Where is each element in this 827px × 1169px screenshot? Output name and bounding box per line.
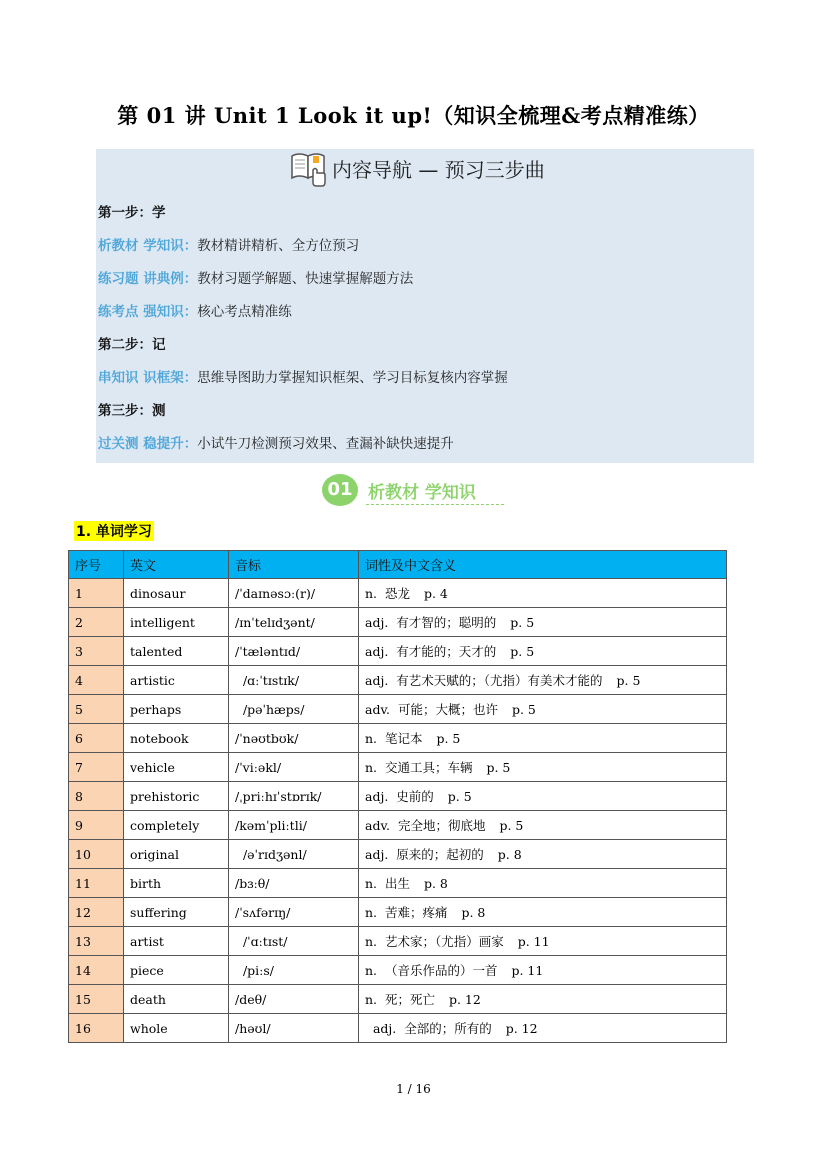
cell-number-text: 7 <box>75 759 83 775</box>
table-row <box>69 1014 727 1043</box>
cell-phonetic <box>229 985 359 1014</box>
cell-english <box>124 695 229 724</box>
cell-number-text: 6 <box>75 730 83 746</box>
cell-english <box>124 985 229 1014</box>
cell-number <box>69 608 124 637</box>
nav-item-key: 过关测 稳提升： <box>98 436 198 452</box>
cell-meaning-text: n. 出生 <box>365 876 410 891</box>
cell-phonetic-text: /həʊl/ <box>235 1020 271 1036</box>
cell-phonetic-text: /ˈviːəkl/ <box>235 759 282 775</box>
cell-number-text: 16 <box>75 1020 91 1036</box>
table-header-row <box>69 551 727 579</box>
cell-phonetic-text: /ˈɑːtɪst/ <box>235 933 288 949</box>
cell-english-text: intelligent <box>130 614 195 630</box>
cell-number <box>69 956 124 985</box>
cell-phonetic <box>229 579 359 608</box>
cell-number-text: 11 <box>75 875 91 891</box>
cell-phonetic <box>229 840 359 869</box>
table-row <box>69 753 727 782</box>
cell-english <box>124 753 229 782</box>
cell-number-text: 4 <box>75 672 83 688</box>
cell-number <box>69 782 124 811</box>
cell-phonetic <box>229 927 359 956</box>
cell-page-ref: p. 8 <box>497 847 522 862</box>
cell-page-ref: p. 8 <box>461 905 486 920</box>
cell-meaning-text: n. 交通工具；车辆 <box>365 760 473 775</box>
cell-meaning-text: n. 死；死亡 <box>365 992 435 1007</box>
cell-number <box>69 985 124 1014</box>
cell-meaning <box>359 985 727 1014</box>
cell-meaning <box>359 782 727 811</box>
table-row <box>69 695 727 724</box>
header-phonetic: 音标 <box>229 551 359 579</box>
cell-meaning-text: n. 苦难；疼痛 <box>365 905 448 920</box>
cell-english-text: birth <box>130 875 162 891</box>
cell-english-text: suffering <box>130 904 187 920</box>
cell-english <box>124 811 229 840</box>
cell-number <box>69 637 124 666</box>
cell-number <box>69 840 124 869</box>
cell-phonetic <box>229 666 359 695</box>
cell-page-ref: p. 5 <box>510 644 535 659</box>
cell-phonetic-text: /ˈnəʊtbʊk/ <box>235 730 299 746</box>
cell-meaning-text: adv. 完全地；彻底地 <box>365 818 486 833</box>
badge-text: 析教材 学知识 <box>368 483 476 503</box>
cell-page-ref: p. 5 <box>616 673 641 688</box>
cell-meaning <box>359 724 727 753</box>
cell-meaning-text: n. 艺术家；（尤指）画家 <box>365 934 504 949</box>
cell-meaning-text: n. 笔记本 <box>365 731 423 746</box>
nav-item-description: 思维导图助力掌握知识框架、学习目标复核内容掌握 <box>197 370 508 386</box>
cell-meaning <box>359 898 727 927</box>
cell-english <box>124 927 229 956</box>
header-number: 序号 <box>69 551 124 579</box>
cell-meaning-text: adv. 可能；大概；也许 <box>365 702 498 717</box>
nav-item-description: 教材习题学解题、快速掌握解题方法 <box>197 271 414 287</box>
cell-meaning <box>359 753 727 782</box>
cell-phonetic <box>229 869 359 898</box>
cell-number <box>69 869 124 898</box>
cell-phonetic <box>229 608 359 637</box>
cell-page-ref: p. 5 <box>447 789 472 804</box>
cell-english-text: prehistoric <box>130 788 200 804</box>
nav-step-row <box>98 401 508 434</box>
cell-page-ref: p. 8 <box>423 876 448 891</box>
cell-number <box>69 898 124 927</box>
table-row <box>69 579 727 608</box>
cell-meaning <box>359 695 727 724</box>
cell-phonetic-text: /əˈrɪdʒənl/ <box>235 846 307 862</box>
cell-number-text: 14 <box>75 962 91 978</box>
cell-english-text: notebook <box>130 730 189 746</box>
cell-number <box>69 927 124 956</box>
nav-item-row <box>98 368 508 401</box>
table-row <box>69 927 727 956</box>
cell-number-text: 10 <box>75 846 91 862</box>
cell-english-text: artist <box>130 933 164 949</box>
cell-phonetic <box>229 695 359 724</box>
nav-item-description: 教材精讲精析、全方位预习 <box>197 238 360 254</box>
cell-meaning-text: adj. 有才智的；聪明的 <box>365 615 497 630</box>
cell-meaning <box>359 927 727 956</box>
header-meaning: 词性及中文含义 <box>359 551 727 579</box>
vocabulary-table <box>68 550 727 1043</box>
cell-english-text: vehicle <box>130 759 175 775</box>
document-title: 第 01 讲 Unit 1 Look it up!（知识全梳理&考点精准练） <box>117 103 710 128</box>
cell-english <box>124 898 229 927</box>
nav-step-row <box>98 335 508 368</box>
table-row <box>69 666 727 695</box>
cell-meaning <box>359 956 727 985</box>
cell-phonetic <box>229 956 359 985</box>
cell-english <box>124 869 229 898</box>
cell-number <box>69 724 124 753</box>
cell-english-text: completely <box>130 817 200 833</box>
nav-step-row <box>98 203 508 236</box>
cell-english <box>124 724 229 753</box>
cell-phonetic <box>229 782 359 811</box>
header-english: 英文 <box>124 551 229 579</box>
cell-number-text: 12 <box>75 904 91 920</box>
cell-meaning-text: adj. 原来的；起初的 <box>365 847 484 862</box>
cell-phonetic <box>229 898 359 927</box>
page-number: 1 / 16 <box>396 1082 431 1096</box>
table-row <box>69 869 727 898</box>
cell-phonetic-text: /kəmˈpliːtli/ <box>235 817 307 833</box>
cell-page-ref: p. 4 <box>423 586 448 601</box>
nav-item-key: 析教材 学知识： <box>98 238 198 254</box>
cell-number-text: 15 <box>75 991 91 1007</box>
cell-meaning-text: adj. 有才能的；天才的 <box>365 644 497 659</box>
cell-phonetic-text: /piːs/ <box>235 962 274 978</box>
cell-english <box>124 637 229 666</box>
cell-meaning-text: adj. 有艺术天赋的；（尤指）有美术才能的 <box>365 673 603 688</box>
table-row <box>69 608 727 637</box>
nav-item-row <box>98 434 508 467</box>
cell-meaning-text: n. （音乐作品的）一首 <box>365 963 498 978</box>
cell-phonetic-text: /ˈdaɪnəsɔː(r)/ <box>235 585 316 601</box>
nav-rows <box>98 203 508 467</box>
cell-number <box>69 811 124 840</box>
cell-english <box>124 666 229 695</box>
table-row <box>69 811 727 840</box>
cell-meaning <box>359 579 727 608</box>
cell-meaning <box>359 840 727 869</box>
nav-item-key: 串知识 识框架： <box>98 370 198 386</box>
cell-page-ref: p. 12 <box>448 992 481 1007</box>
cell-page-ref: p. 5 <box>510 615 535 630</box>
cell-english-text: artistic <box>130 672 175 688</box>
cell-page-ref: p. 5 <box>499 818 524 833</box>
cell-number-text: 8 <box>75 788 83 804</box>
cell-phonetic-text: /pəˈhæps/ <box>235 701 305 717</box>
nav-step-label: 第二步：记 <box>98 337 166 353</box>
nav-item-description: 核心考点精准练 <box>197 304 292 320</box>
nav-step-label: 第三步：测 <box>98 403 166 419</box>
nav-item-row <box>98 302 508 335</box>
cell-english-text: dinosaur <box>130 585 186 601</box>
cell-phonetic <box>229 724 359 753</box>
cell-phonetic-text: /ˈtæləntɪd/ <box>235 643 301 659</box>
nav-step-label: 第一步：学 <box>98 205 166 221</box>
cell-page-ref: p. 11 <box>517 934 550 949</box>
cell-phonetic-text: /bɜːθ/ <box>235 875 270 891</box>
nav-item-key: 练习题 讲典例： <box>98 271 198 287</box>
nav-item-key: 练考点 强知识： <box>98 304 198 320</box>
table-row <box>69 782 727 811</box>
cell-number-text: 5 <box>75 701 83 717</box>
cell-page-ref: p. 5 <box>511 702 536 717</box>
cell-phonetic <box>229 637 359 666</box>
cell-meaning <box>359 608 727 637</box>
table-row <box>69 898 727 927</box>
cell-number <box>69 1014 124 1043</box>
cell-number-text: 1 <box>75 585 83 601</box>
nav-item-description: 小试牛刀检测预习效果、查漏补缺快速提升 <box>197 436 454 452</box>
cell-phonetic-text: /ɑːˈtɪstɪk/ <box>235 672 300 688</box>
cell-english <box>124 782 229 811</box>
cell-phonetic-text: /ɪnˈtelɪdʒənt/ <box>235 614 315 630</box>
cell-page-ref: p. 5 <box>436 731 461 746</box>
nav-item-row <box>98 269 508 302</box>
cell-phonetic-text: /ˌpriːhɪˈstɒrɪk/ <box>235 788 322 804</box>
cell-phonetic-text: /ˈsʌfərɪŋ/ <box>235 904 291 920</box>
cell-english-text: whole <box>130 1020 168 1036</box>
table-row <box>69 724 727 753</box>
cell-number <box>69 579 124 608</box>
cell-number-text: 3 <box>75 643 83 659</box>
cell-phonetic <box>229 1014 359 1043</box>
badge-underline <box>366 504 504 505</box>
cell-english <box>124 1014 229 1043</box>
cell-english-text: talented <box>130 643 183 659</box>
cell-meaning <box>359 666 727 695</box>
cell-phonetic <box>229 753 359 782</box>
table-row <box>69 985 727 1014</box>
cell-phonetic <box>229 811 359 840</box>
cell-english-text: piece <box>130 962 164 978</box>
cell-english <box>124 956 229 985</box>
cell-number-text: 13 <box>75 933 91 949</box>
cell-english-text: original <box>130 846 179 862</box>
cell-meaning <box>359 869 727 898</box>
cell-number <box>69 666 124 695</box>
table-row <box>69 956 727 985</box>
cell-phonetic-text: /deθ/ <box>235 991 267 1007</box>
cell-meaning-text: n. 恐龙 <box>365 586 410 601</box>
table-row <box>69 637 727 666</box>
nav-item-row <box>98 236 508 269</box>
cell-meaning <box>359 1014 727 1043</box>
cell-english <box>124 579 229 608</box>
cell-page-ref: p. 5 <box>486 760 511 775</box>
cell-meaning <box>359 811 727 840</box>
badge-number: 01 <box>322 474 358 506</box>
cell-number <box>69 695 124 724</box>
cell-page-ref: p. 11 <box>511 963 544 978</box>
cell-page-ref: p. 12 <box>505 1021 538 1036</box>
cell-english <box>124 608 229 637</box>
nav-title: 内容导航 — 预习三步曲 <box>332 158 545 182</box>
cell-meaning-text: adj. 全部的；所有的 <box>365 1021 492 1036</box>
section-title: 1. 单词学习 <box>74 521 154 541</box>
cell-english-text: death <box>130 991 166 1007</box>
cell-number <box>69 753 124 782</box>
cell-meaning-text: adj. 史前的 <box>365 789 434 804</box>
nav-header <box>96 149 754 185</box>
cell-english <box>124 840 229 869</box>
book-pointer-icon <box>289 148 329 192</box>
cell-number-text: 9 <box>75 817 83 833</box>
cell-english-text: perhaps <box>130 701 182 717</box>
table-row <box>69 840 727 869</box>
cell-number-text: 2 <box>75 614 83 630</box>
section-badge <box>322 474 506 508</box>
cell-meaning <box>359 637 727 666</box>
content-navigation-box <box>96 149 754 463</box>
